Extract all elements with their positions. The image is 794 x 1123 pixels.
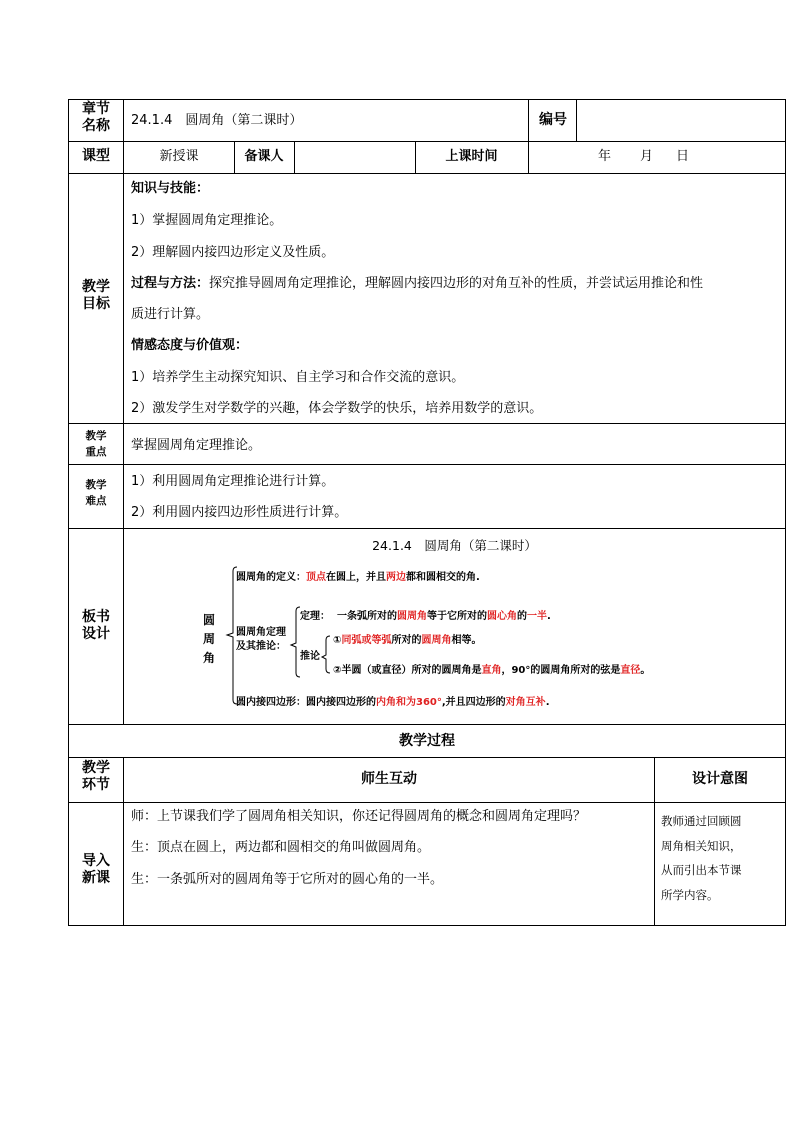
knowledge-title: 知识与技能：: [131, 181, 210, 196]
dialogue-line-1: 师：上节课我们学了圆周角相关知识，你还记得圆周角的概念和圆周角定理吗？: [131, 809, 587, 824]
emotion-title: 情感态度与价值观：: [131, 338, 249, 353]
chapter-name: 24.1.4 圆周角（第二课时）: [131, 113, 303, 128]
col-interaction-header: 师生互动: [361, 771, 417, 787]
preparer-label: 备课人: [244, 149, 284, 164]
board-corollary-2: ②半圆（或直径）所对的圆周角是直角，90°的圆周角所对的弦是直径。: [333, 665, 651, 676]
emotion-item-2: 2）激发学生对学数学的兴趣，体会学数学的快乐，培养用数学的意识。: [131, 401, 543, 416]
intro-design-intent: 教师通过回顾圆 周角相关知识， 从而引出本节课 所学内容。: [661, 814, 742, 903]
key-points-label: 教学 重点: [85, 430, 107, 459]
difficulty-item-1: 1）利用圆周角定理推论进行计算。: [131, 474, 335, 489]
board-theorem-group: 圆周角定理 及其推论：: [236, 627, 286, 652]
board-corollary-1: ①同弧或等弧所对的圆周角相等。: [333, 635, 482, 646]
date-month: 月: [640, 149, 654, 164]
number-label: 编号: [539, 112, 567, 128]
knowledge-item-2: 2）理解圆内接四边形定义及性质。: [131, 245, 335, 260]
chapter-label: 章节 名称: [82, 101, 110, 134]
board-label: 板书 设计: [82, 609, 110, 642]
board-corollary-label: 推论: [300, 651, 320, 662]
date-year: 年: [598, 149, 612, 164]
board-inscribed-quadrilateral: 圆内接四边形：圆内接四边形的内角和为360°,并且四边形的对角互补.: [236, 697, 550, 708]
class-time-label: 上课时间: [445, 149, 498, 164]
objectives-label: 教学 目标: [82, 279, 110, 312]
emotion-item-1: 1）培养学生主动探究知识、自主学习和合作交流的意识。: [131, 370, 465, 385]
intro-stage-label: 导入 新课: [82, 853, 110, 886]
board-root-label: 圆 周 角: [203, 613, 216, 666]
board-definition: 圆周角的定义：顶点在圆上，并且两边都和圆相交的角.: [236, 572, 480, 583]
difficulty-item-2: 2）利用圆内接四边形性质进行计算。: [131, 505, 348, 520]
col-intent-header: 设计意图: [692, 771, 748, 787]
difficulties-label: 教学 难点: [85, 479, 107, 508]
type-value: 新授课: [159, 149, 199, 164]
dialogue-line-3: 生：一条弧所对的圆周角等于它所对的圆心角的一半。: [131, 872, 444, 887]
board-title: 24.1.4 圆周角（第二课时）: [372, 538, 537, 553]
dialogue-line-2: 生：顶点在圆上，两边都和圆相交的角叫做圆周角。: [131, 840, 431, 855]
key-points-text: 掌握圆周角定理推论。: [131, 438, 262, 453]
process-objective-line-2: 质进行计算。: [131, 307, 210, 322]
col-stage-header: 教学 环节: [82, 760, 110, 793]
board-theorem: 定理： 一条弧所对的圆周角等于它所对的圆心角的一半.: [300, 611, 551, 622]
process-section-title: 教学过程: [399, 733, 455, 749]
knowledge-item-1: 1）掌握圆周角定理推论。: [131, 213, 283, 228]
date-day: 日: [676, 149, 690, 164]
type-label: 课型: [82, 148, 110, 164]
process-objective-line-1: 过程与方法：探究推导圆周角定理推论，理解圆内接四边形的对角互补的性质，并尝试运用推论和性: [131, 276, 704, 291]
